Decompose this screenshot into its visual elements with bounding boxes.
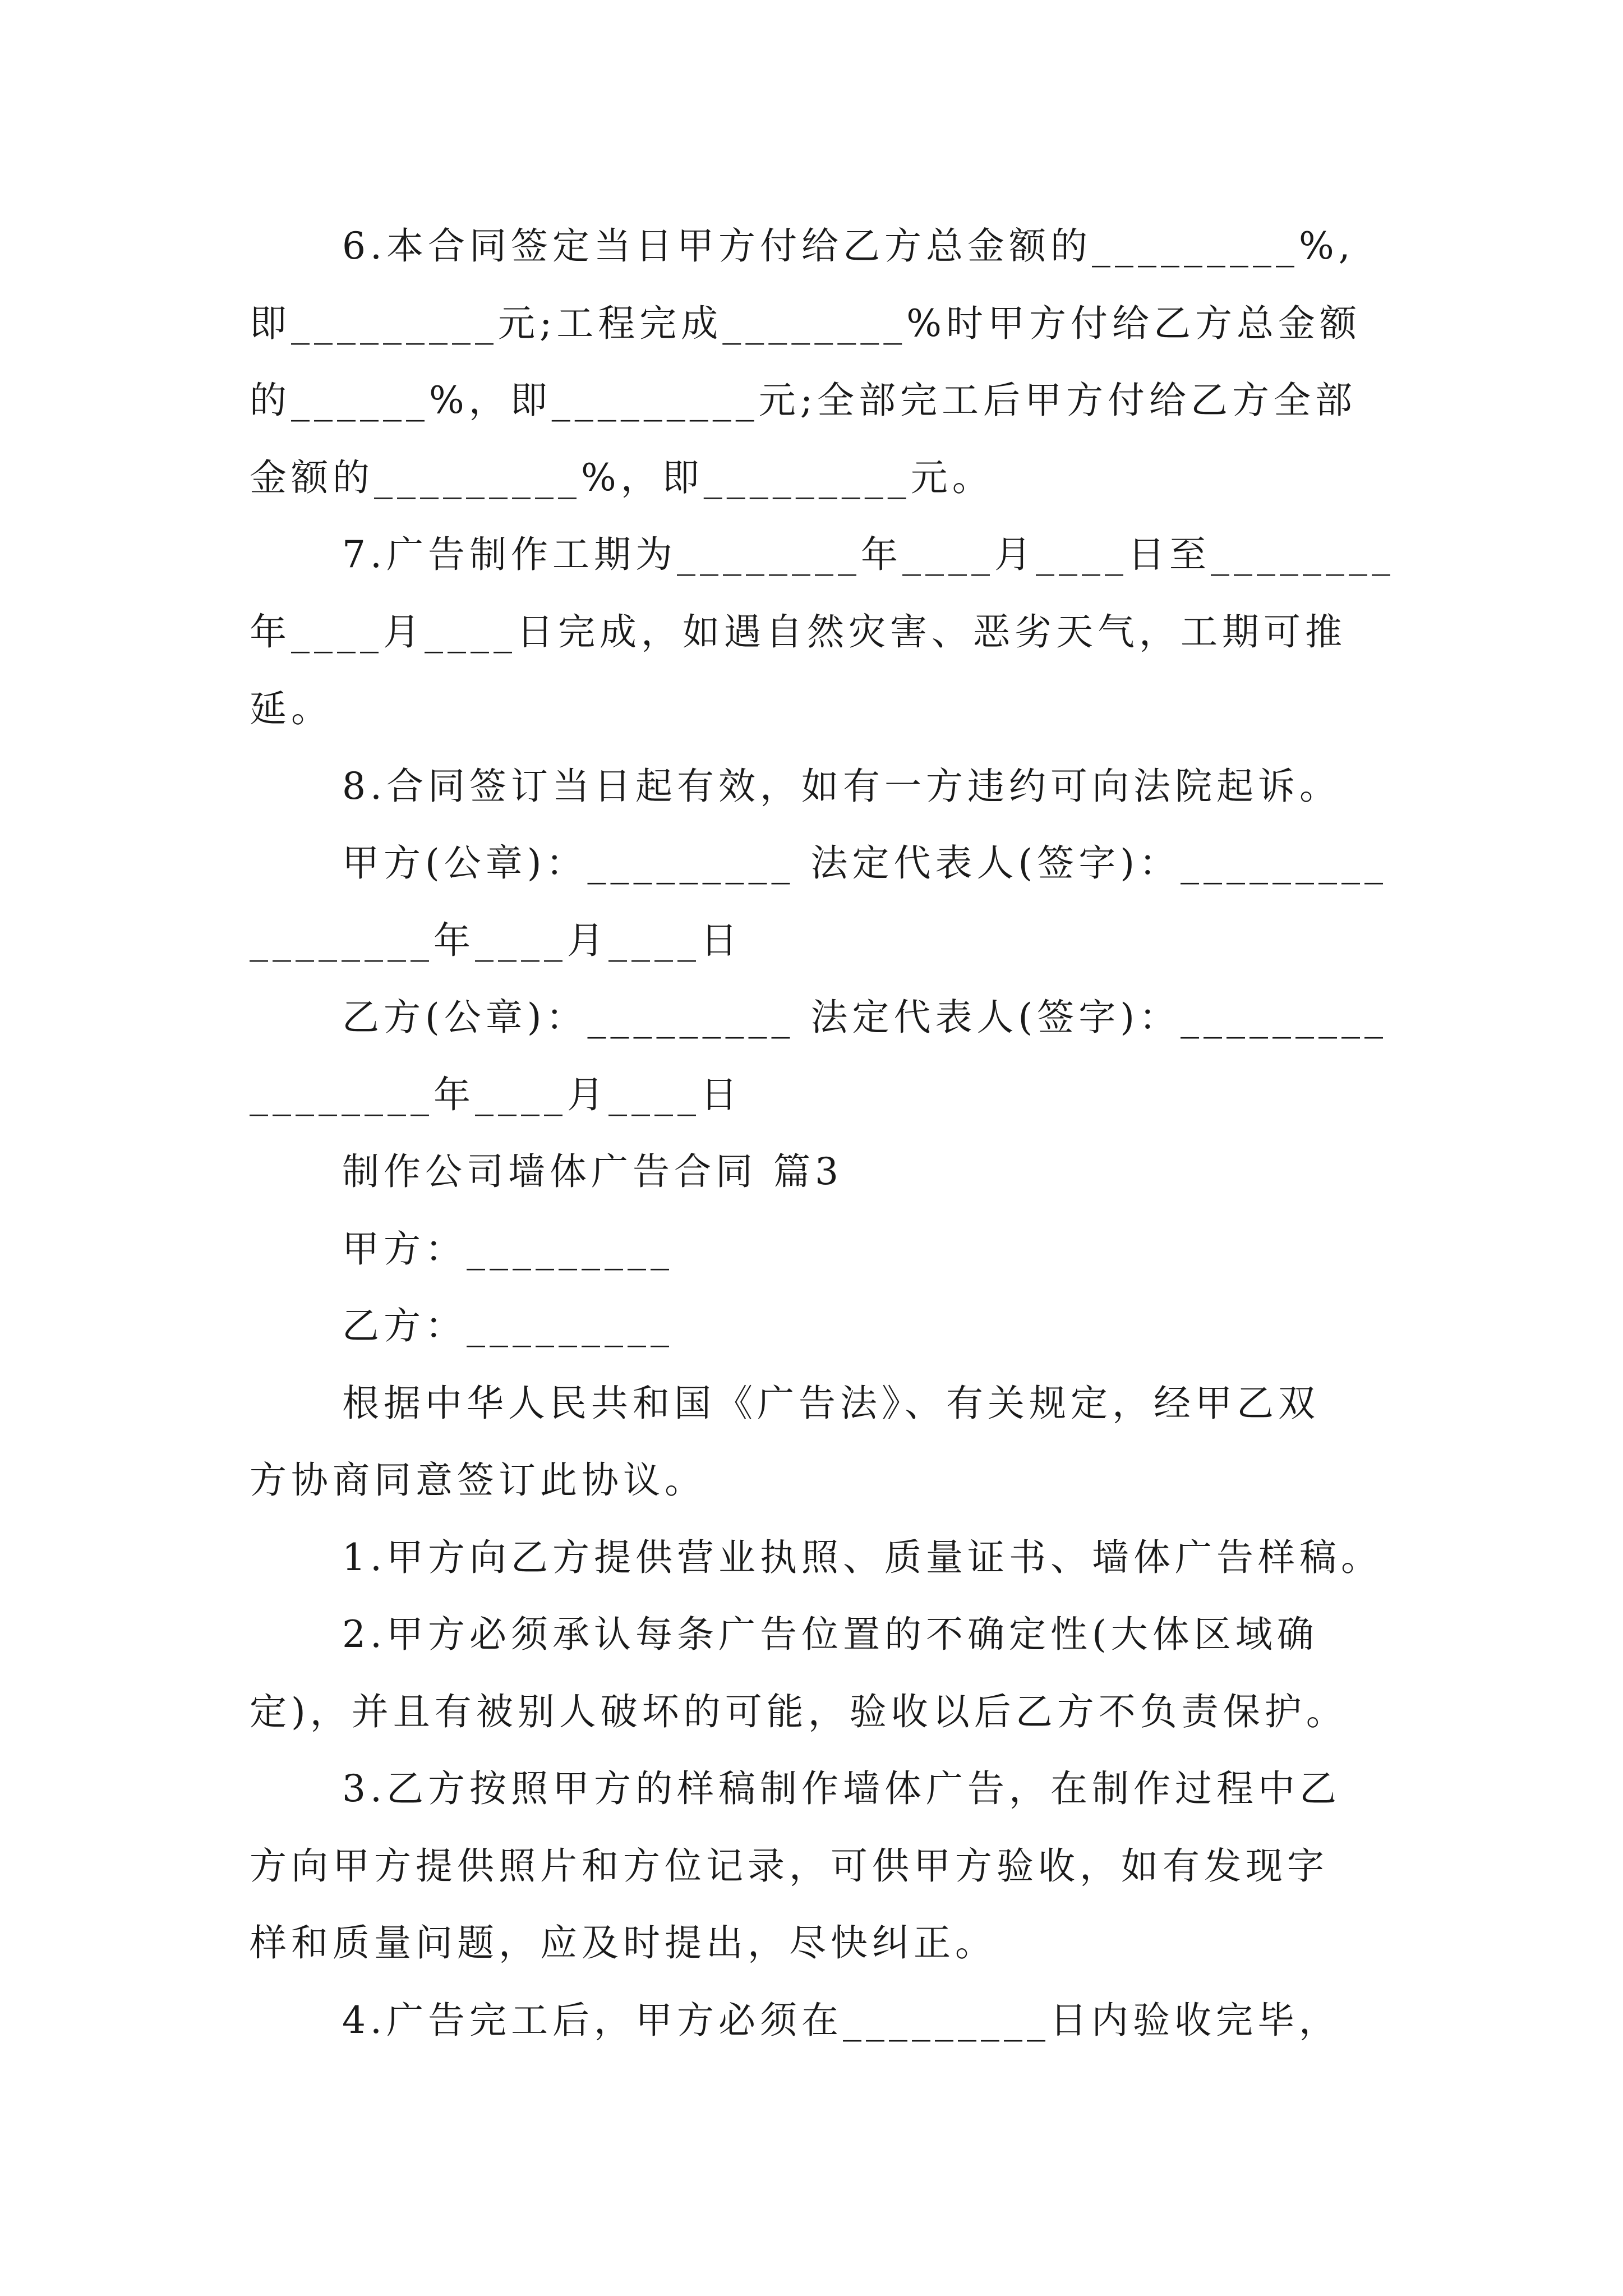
text-line: 金额的_________%，即_________元。 bbox=[250, 455, 994, 499]
text-line: ________年____月____日 bbox=[250, 1073, 742, 1116]
text-line: 4.广告完工后，甲方必须在_________日内验收完毕， bbox=[342, 1998, 1340, 2042]
text-line: 8.合同签订当日起有效，如有一方违约可向法院起诉。 bbox=[342, 764, 1341, 808]
text-line: 1.甲方向乙方提供营业执照、质量证书、墙体广告样稿。 bbox=[342, 1535, 1382, 1579]
text-line: 制作公司墙体广告合同 篇3 bbox=[342, 1150, 843, 1193]
text-line: 2.甲方必须承认每条广告位置的不确定性(大体区域确 bbox=[342, 1613, 1318, 1656]
text-line: ________年____月____日 bbox=[250, 918, 742, 962]
text-line: 乙方(公章)：_________ 法定代表人(签字)：_________ bbox=[342, 996, 1387, 1039]
text-line: 3.乙方按照甲方的样稿制作墙体广告，在制作过程中乙 bbox=[342, 1767, 1341, 1810]
text-line: 方协商同意签订此协议。 bbox=[250, 1458, 706, 1502]
text-line: 乙方：_________ bbox=[342, 1304, 674, 1347]
text-line: 即_________元;工程完成________%时甲方付给乙方总金额 bbox=[250, 301, 1361, 345]
text-line: 的______%，即_________元;全部完工后甲方付给乙方全部 bbox=[250, 379, 1357, 422]
text-line: 6.本合同签定当日甲方付给乙方总金额的_________%, bbox=[342, 224, 1355, 268]
document-body bbox=[250, 208, 1394, 2059]
text-line: 年____月____日完成，如遇自然灾害、恶劣天气，工期可推 bbox=[250, 610, 1347, 654]
text-line: 甲方(公章)：_________ 法定代表人(签字)：_________ bbox=[342, 841, 1387, 885]
text-line: 样和质量问题，应及时提出，尽快纠正。 bbox=[250, 1921, 997, 1964]
text-line: 延。 bbox=[250, 687, 333, 730]
text-line: 根据中华人民共和国《广告法》、有关规定，经甲乙双 bbox=[342, 1381, 1320, 1425]
text-line: 甲方：_________ bbox=[342, 1227, 674, 1271]
text-line: 方向甲方提供照片和方位记录，可供甲方验收，如有发现字 bbox=[250, 1844, 1329, 1888]
text-line: 定)，并且有被别人破坏的可能，验收以后乙方不负责保护。 bbox=[250, 1690, 1348, 1733]
text-line: 7.广告制作工期为________年____月____日至________ bbox=[342, 533, 1395, 576]
